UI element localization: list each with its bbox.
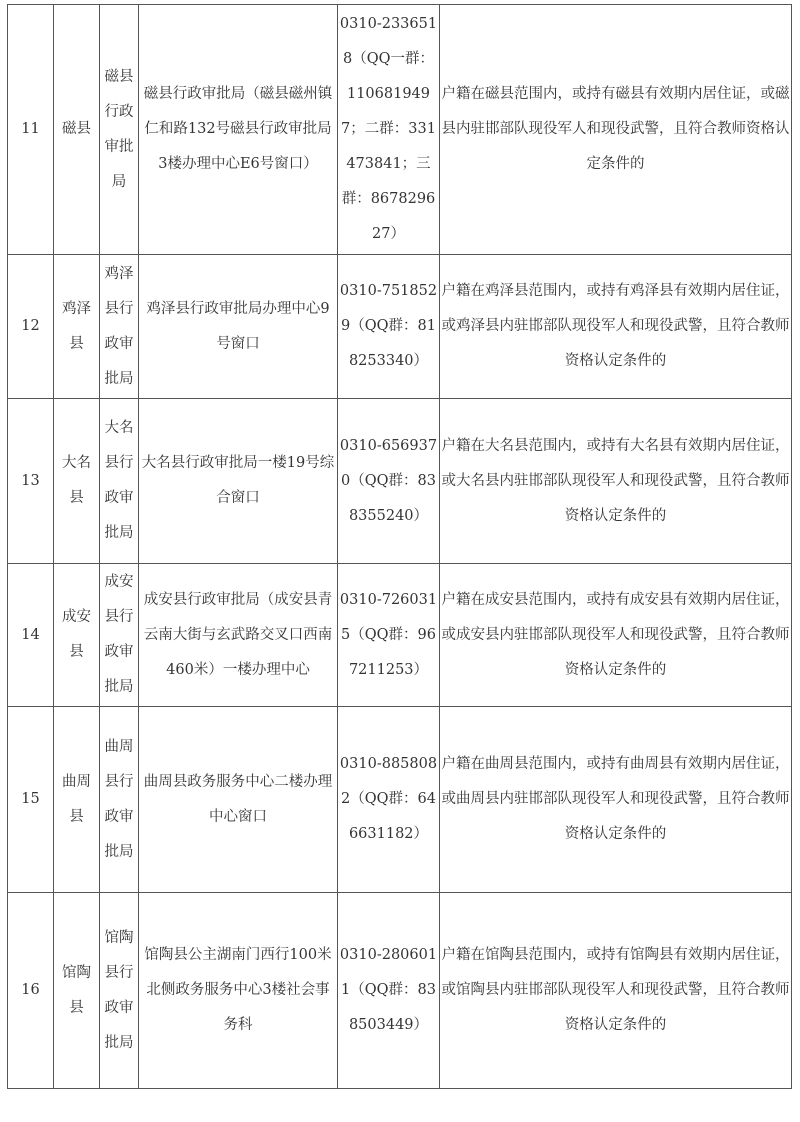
table-row <box>8 564 792 707</box>
department-name: 成安县行政审批局 <box>100 564 139 707</box>
department-name: 磁县行政审批局 <box>100 5 139 255</box>
table-row <box>8 255 792 399</box>
table-row <box>8 707 792 893</box>
row-number: 16 <box>8 893 54 1089</box>
office-address: 磁县行政审批局（磁县磁州镇仁和路132号磁县行政审批局3楼办理中心E6号窗口） <box>139 5 338 255</box>
county-name: 大名县 <box>54 399 100 564</box>
eligibility-condition: 户籍在鸡泽县范围内，或持有鸡泽县有效期内居住证，或鸡泽县内驻邯部队现役军人和现役武警，且符合教师资格认定条件的 <box>440 255 792 399</box>
county-name: 鸡泽县 <box>54 255 100 399</box>
department-name: 曲周县行政审批局 <box>100 707 139 893</box>
row-number: 14 <box>8 564 54 707</box>
row-number: 13 <box>8 399 54 564</box>
county-name: 曲周县 <box>54 707 100 893</box>
row-number: 15 <box>8 707 54 893</box>
row-number: 12 <box>8 255 54 399</box>
county-name: 磁县 <box>54 5 100 255</box>
department-name: 鸡泽县行政审批局 <box>100 255 139 399</box>
contact-phone: 0310-6569370（QQ群：838355240） <box>338 399 440 564</box>
department-name: 馆陶县行政审批局 <box>100 893 139 1089</box>
eligibility-condition: 户籍在大名县范围内，或持有大名县有效期内居住证，或大名县内驻邯部队现役军人和现役武警，且符合教师资格认定条件的 <box>440 399 792 564</box>
department-name: 大名县行政审批局 <box>100 399 139 564</box>
teacher-certification-offices-table <box>7 4 792 1089</box>
contact-phone: 0310-2806011（QQ群：838503449） <box>338 893 440 1089</box>
table-row <box>8 399 792 564</box>
office-address: 成安县行政审批局（成安县青云南大街与玄武路交叉口西南460米）一楼办理中心 <box>139 564 338 707</box>
table-body <box>8 5 792 1089</box>
table-row <box>8 5 792 255</box>
office-address: 馆陶县公主湖南门西行100米北侧政务服务中心3楼社会事务科 <box>139 893 338 1089</box>
table-row <box>8 893 792 1089</box>
county-name: 馆陶县 <box>54 893 100 1089</box>
office-address: 鸡泽县行政审批局办理中心9号窗口 <box>139 255 338 399</box>
contact-phone: 0310-8858082（QQ群：646631182） <box>338 707 440 893</box>
office-address: 大名县行政审批局一楼19号综合窗口 <box>139 399 338 564</box>
contact-phone: 0310-7518529（QQ群：818253340） <box>338 255 440 399</box>
county-name: 成安县 <box>54 564 100 707</box>
eligibility-condition: 户籍在馆陶县范围内，或持有馆陶县有效期内居住证，或馆陶县内驻邯部队现役军人和现役武警，且符合教师资格认定条件的 <box>440 893 792 1089</box>
contact-phone: 0310-2336518（QQ一群：1106819497；二群：331473841；三群：867829627） <box>338 5 440 255</box>
row-number: 11 <box>8 5 54 255</box>
office-address: 曲周县政务服务中心二楼办理中心窗口 <box>139 707 338 893</box>
eligibility-condition: 户籍在曲周县范围内，或持有曲周县有效期内居住证，或曲周县内驻邯部队现役军人和现役武警，且符合教师资格认定条件的 <box>440 707 792 893</box>
eligibility-condition: 户籍在成安县范围内，或持有成安县有效期内居住证，或成安县内驻邯部队现役军人和现役武警，且符合教师资格认定条件的 <box>440 564 792 707</box>
contact-phone: 0310-7260315（QQ群：967211253） <box>338 564 440 707</box>
eligibility-condition: 户籍在磁县范围内，或持有磁县有效期内居住证，或磁县内驻邯部队现役军人和现役武警，且符合教师资格认定条件的 <box>440 5 792 255</box>
